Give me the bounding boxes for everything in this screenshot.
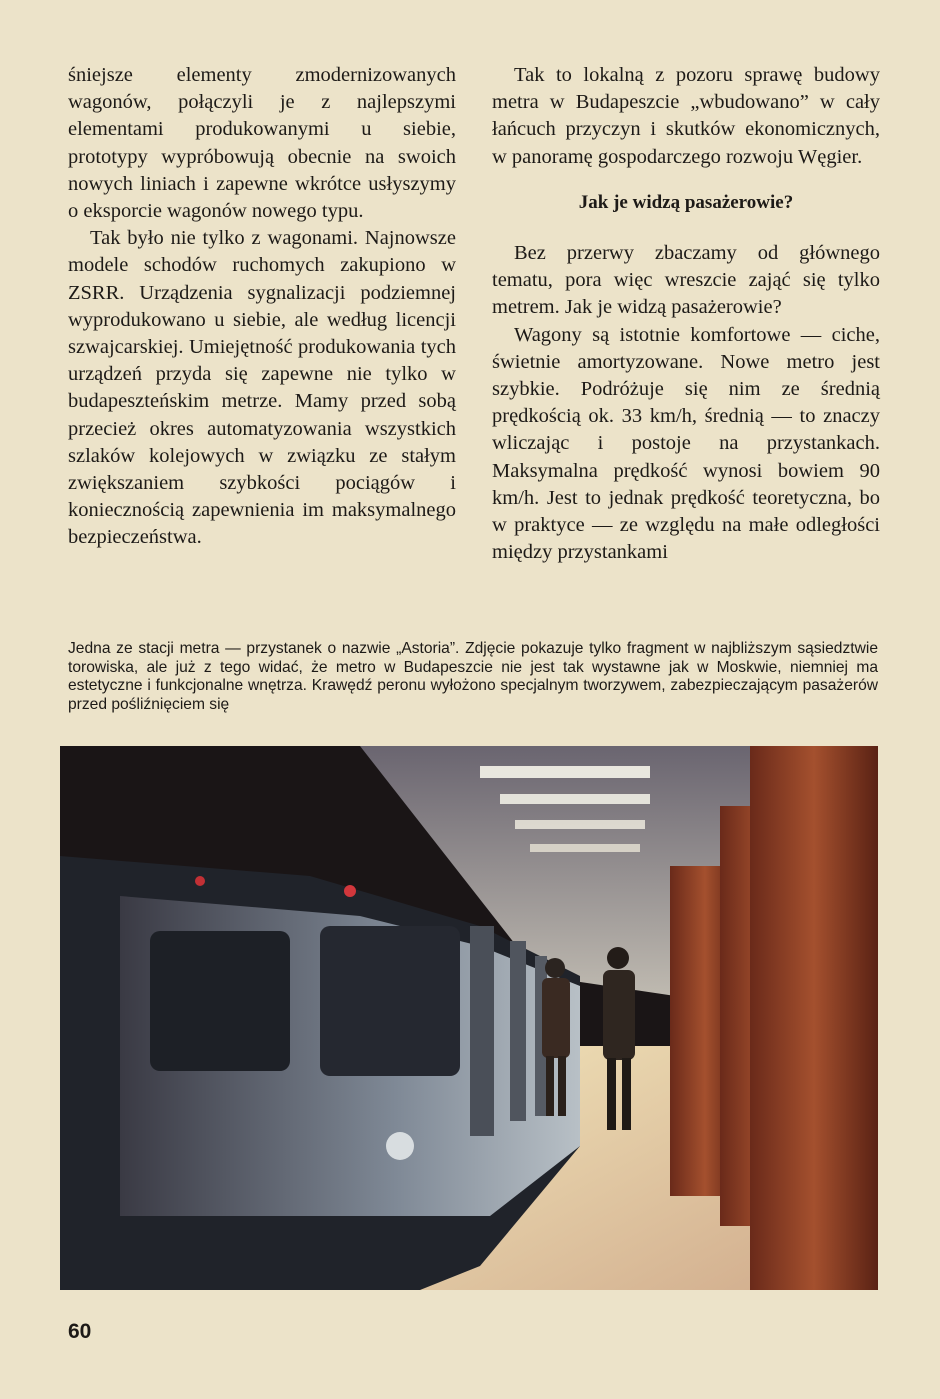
left-paragraph-1: śniejsze elementy zmodernizowanych wagonów, połączyli je z najlepszymi elementami produkowanymi u siebie, prototypy wypróbowują obecnie na swoich nowych liniach i zapewne wkrótce usłyszymy o eksporcie wagonów nowego typu. (68, 64, 456, 223)
right-paragraph-1: Bez przerwy zbaczamy od głównego tematu, pora więc wreszcie zająć się tylko metrem. Jak je widzą pasażerowie? (492, 242, 880, 319)
photo-illustration (60, 746, 878, 1290)
metro-station-photo (60, 746, 878, 1290)
left-paragraph-2: Tak było nie tylko z wagonami. Najnowsze modele schodów ruchomych zakupiono w ZSRR. Urządzenia sygnalizacji podziemnej wyprodukowano u siebie, ale według licencji szwajcarskiej. Umiejętność produkowania tych urządzeń przyda się zapewne nie tylko w budapeszteńskim metrze. Mamy przed sobą przecież okres automatyzowania wszystkich szlaków kolejowych w związku ze stałym zwiększaniem szybkości pociągów i koniecznością zapewnienia im maksymalnego bezpieczeństwa. (68, 227, 456, 549)
section-heading: Jak je widzą pasażerowie? (578, 191, 794, 213)
right-text-column (492, 62, 880, 566)
photo-caption: Jedna ze stacji metra — przystanek o nazwie „Astoria”. Zdjęcie pokazuje tylko fragment w najbliższym sąsiedztwie torowiska, ale już z tego widać, że metro w Budapeszcie nie jest tak wystawne jak w Moskwie, niemniej ma estetyczne i funkcjonalne wnętrza. Krawędź peronu wyłożono specjalnym tworzywem, zabezpieczającym pasażerów przed pośliźnięciem się (68, 640, 878, 713)
page-number: 60 (68, 1320, 92, 1343)
right-intro-paragraph: Tak to lokalną z pozoru sprawę budowy metra w Budapeszcie „wbudowano” w cały łańcuch przyczyn i skutków ekonomicznych, w panoramę gospodarczego rozwoju Węgier. (492, 64, 880, 168)
right-paragraph-2: Wagony są istotnie komfortowe — ciche, świetnie amortyzowane. Nowe metro jest szybkie. Podróżuje się nim ze średnią prędkością ok. 33 km/h, średnią — to znaczy wliczając i postoje na przystankach. Maksymalna prędkość wynosi bowiem 90 km/h. Jest to jednak prędkość teoretyczna, bo w praktyce — ze względu na małe odległości między przystankami (492, 323, 880, 564)
left-text-column (68, 62, 456, 552)
